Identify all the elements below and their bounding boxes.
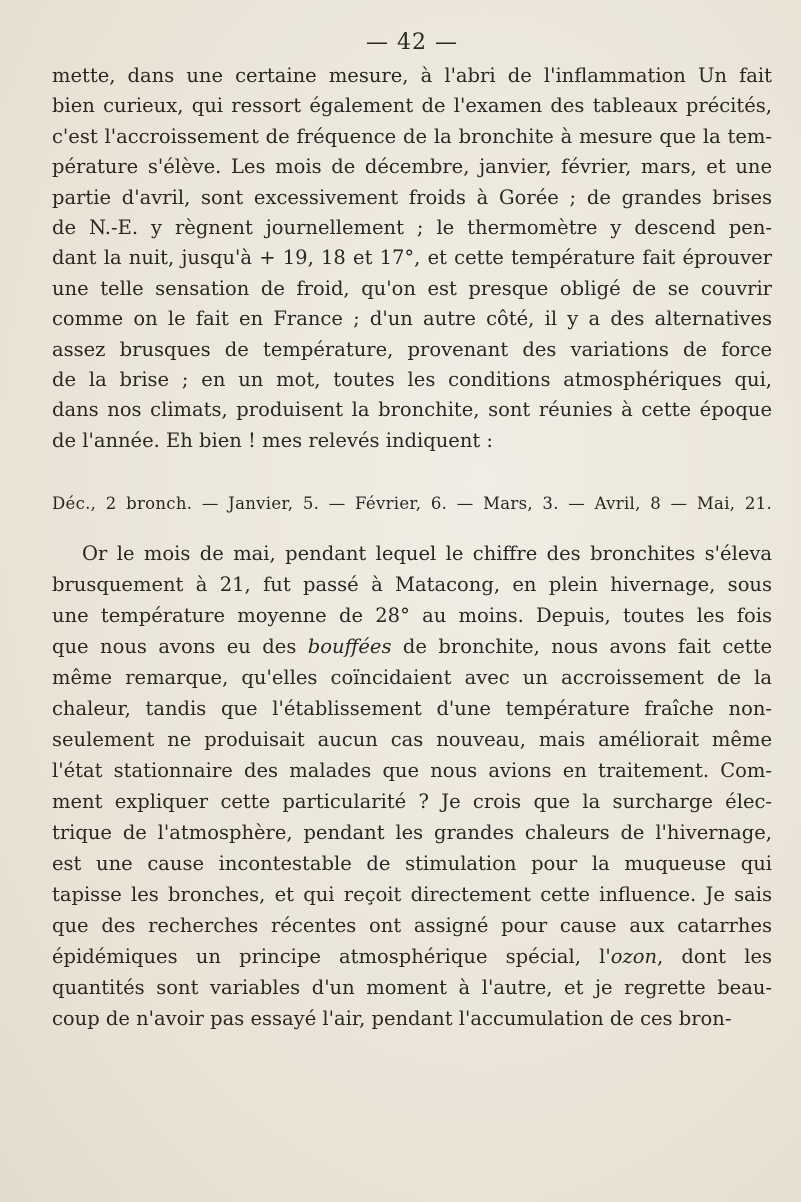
stats-line: Déc., 2 bronch. — Janvier, 5. — Février, 6. — Mars, 3. — Avril, 8 — Mai, 21. <box>52 494 772 513</box>
text-line: assez brusques de température, provenant des variations de force <box>52 337 772 361</box>
text-line: même remarque, qu'elles coïncidaient avec un accroissement de la <box>52 666 772 689</box>
text-line: brusquement à 21, fut passé à Matacong, en plein hivernage, sous <box>52 573 772 596</box>
italic-term: ozon <box>610 945 658 968</box>
text-line: mette, dans une certaine mesure, à l'abri de l'inflammation Un fait <box>52 64 772 87</box>
text-line: ment expliquer cette particularité ? Je crois que la surcharge élec- <box>52 790 772 813</box>
text-line <box>52 631 772 662</box>
text-line: chaleur, tandis que l'établissement d'une température fraîche non- <box>52 697 772 720</box>
text-line: tapisse les bronches, et qui reçoit directement cette influence. Je sais <box>52 883 772 906</box>
text-line: c'est l'accroissement de fréquence de la bronchite à mesure que la tem- <box>52 124 772 148</box>
text-run: épidémiques un principe atmosphérique spécial, l' <box>52 945 611 968</box>
text-line: Or le mois de mai, pendant lequel le chiffre des bronchites s'éleva <box>82 542 772 565</box>
text-line: l'état stationnaire des malades que nous avions en traitement. Com- <box>52 759 772 782</box>
italic-term: bouffées <box>307 635 392 658</box>
text-line: dans nos climats, produisent la bronchite, sont réunies à cette époque <box>52 398 772 422</box>
text-run: de bronchite, nous avons fait cette <box>391 635 772 658</box>
text-line: est une cause incontestable de stimulation pour la muqueuse qui <box>52 852 772 875</box>
text-line: partie d'avril, sont excessivement froids à Gorée ; de grandes brises <box>52 185 772 209</box>
text-line: seulement ne produisait aucun cas nouveau, mais améliorait même <box>52 728 772 751</box>
text-line: trique de l'atmosphère, pendant les grandes chaleurs de l'hivernage, <box>52 821 772 844</box>
text-line: coup de n'avoir pas essayé l'air, pendant l'accumulation de ces bron- <box>52 1007 732 1030</box>
monthly-bronchitis-counts <box>52 492 772 516</box>
text-line: bien curieux, qui ressort également de l'examen des tableaux précités, <box>52 94 772 118</box>
page-number: — 42 — <box>366 30 458 55</box>
text-line: une telle sensation de froid, qu'on est presque obligé de se couvrir <box>52 276 772 300</box>
text-line: de la brise ; en un mot, toutes les conditions atmosphériques qui, <box>52 368 772 392</box>
text-line: dant la nuit, jusqu'à + 19, 18 et 17°, et cette température fait éprouver <box>52 246 772 270</box>
text-run: que nous avons eu des <box>52 635 308 658</box>
text-line: que des recherches récentes ont assigné pour cause aux catarrhes <box>52 914 772 937</box>
text-line: quantités sont variables d'un moment à l'autre, et je regrette beau- <box>52 976 772 999</box>
paragraph-bronchitis-frequency <box>52 61 772 456</box>
paragraph-may-heat-observation <box>52 538 772 1034</box>
text-line: une température moyenne de 28° au moins. Depuis, toutes les fois <box>52 604 772 627</box>
text-line: de N.-E. y règnent journellement ; le thermomètre y descend pen- <box>52 216 772 240</box>
text-line <box>52 941 772 972</box>
text-run: , dont les <box>657 945 772 968</box>
text-line: pérature s'élève. Les mois de décembre, janvier, février, mars, et une <box>52 155 772 179</box>
text-line: comme on le fait en France ; d'un autre côté, il y a des alternatives <box>52 307 772 331</box>
text-line: de l'année. Eh bien ! mes relevés indiquent : <box>52 428 493 452</box>
